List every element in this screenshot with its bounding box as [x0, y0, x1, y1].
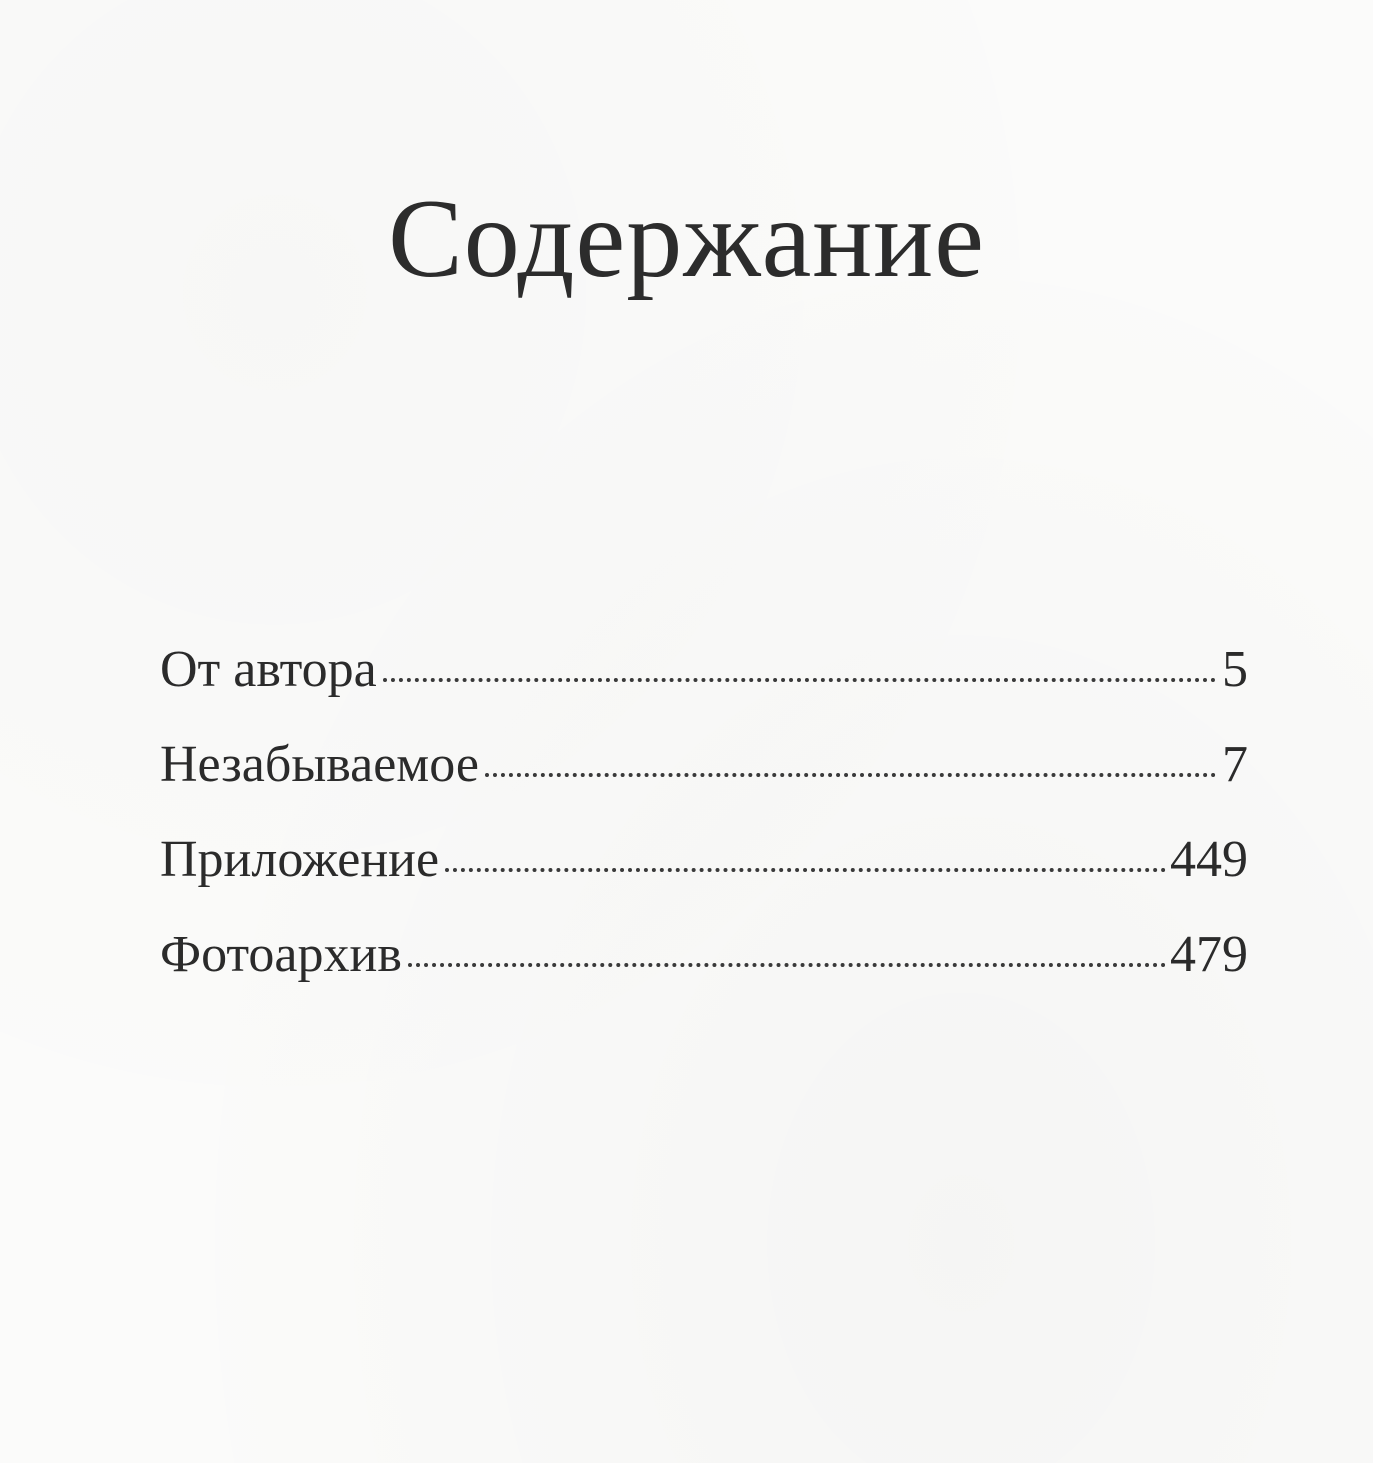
toc-dot-leader [485, 773, 1216, 777]
toc-entry-label: Незабываемое [160, 736, 479, 793]
toc-dot-leader [445, 868, 1166, 872]
toc-entry-page: 479 [1170, 926, 1248, 983]
page-title: Содержание [388, 177, 985, 301]
toc-entry-label: От автора [160, 641, 377, 698]
toc-entry [160, 735, 1248, 830]
toc-entry [160, 830, 1248, 925]
toc-entry [160, 640, 1248, 735]
table-of-contents [160, 640, 1248, 1020]
toc-entry-label: Приложение [160, 831, 440, 888]
toc-entry-page: 449 [1170, 831, 1248, 888]
toc-entry [160, 925, 1248, 1020]
toc-entry-page: 5 [1222, 641, 1248, 698]
toc-dot-leader [383, 678, 1216, 682]
toc-entry-label: Фотоархив [160, 926, 402, 983]
toc-entry-page: 7 [1222, 736, 1248, 793]
toc-dot-leader [408, 963, 1166, 967]
